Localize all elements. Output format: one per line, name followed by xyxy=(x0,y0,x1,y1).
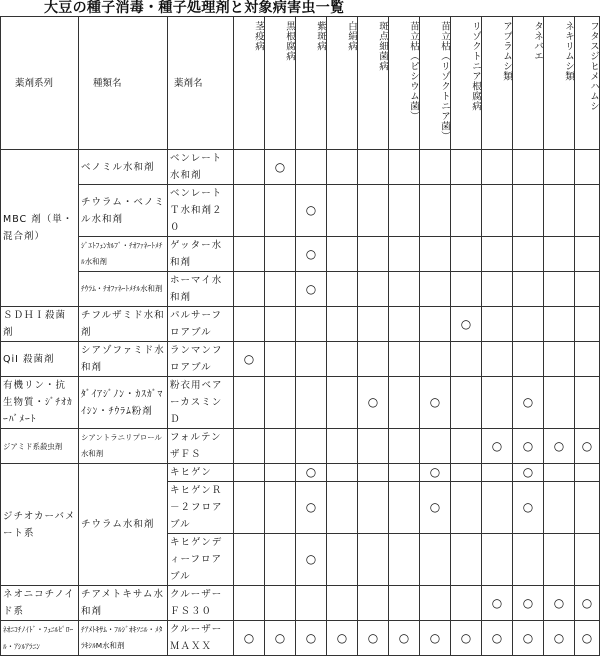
empty-cell xyxy=(327,185,358,237)
type-cell: ﾀﾞｲｱｼﾞﾉﾝ・ｶｽｶﾞﾏｲｼﾝ・ﾁｳﾗﾑ粉剤 xyxy=(79,377,168,429)
empty-cell xyxy=(234,377,265,429)
empty-cell xyxy=(389,272,420,307)
empty-cell xyxy=(234,307,265,342)
table-row xyxy=(1,307,600,342)
empty-cell xyxy=(234,534,265,586)
empty-cell xyxy=(513,534,544,586)
empty-cell xyxy=(265,464,296,482)
empty-cell xyxy=(420,429,451,464)
empty-cell xyxy=(544,185,575,237)
table-row xyxy=(1,621,600,656)
series-cell: ジチオカーバメート系 xyxy=(1,464,79,586)
empty-cell xyxy=(389,185,420,237)
empty-cell xyxy=(327,464,358,482)
empty-cell xyxy=(575,272,600,307)
pesticide-table xyxy=(0,16,600,656)
target-mark: ○ xyxy=(296,482,327,534)
empty-cell xyxy=(358,342,389,377)
empty-cell xyxy=(420,185,451,237)
target-mark: ○ xyxy=(482,621,513,656)
empty-cell xyxy=(234,272,265,307)
empty-cell xyxy=(358,482,389,534)
product-cell: キヒゲンＲ－２フロアブル xyxy=(168,482,234,534)
empty-cell xyxy=(358,272,389,307)
series-cell: MBC 剤（単・混合剤） xyxy=(1,150,79,307)
target-mark: ○ xyxy=(234,621,265,656)
empty-cell xyxy=(296,150,327,185)
empty-cell xyxy=(513,150,544,185)
empty-cell xyxy=(358,586,389,621)
empty-cell xyxy=(420,586,451,621)
empty-cell xyxy=(358,185,389,237)
empty-cell xyxy=(265,534,296,586)
header-product: 薬剤名 xyxy=(168,17,234,150)
target-mark: ○ xyxy=(327,621,358,656)
type-cell: ﾁｱﾒﾄｷｻﾑ・ﾌﾙｼﾞｵｷｿﾆﾙ・ﾒﾀﾗｷｼﾙM水和剤 xyxy=(79,621,168,656)
empty-cell xyxy=(482,185,513,237)
empty-cell xyxy=(451,185,482,237)
target-mark: ○ xyxy=(234,342,265,377)
empty-cell xyxy=(389,429,420,464)
target-mark: ○ xyxy=(513,482,544,534)
empty-cell xyxy=(420,237,451,272)
table-row xyxy=(1,464,600,482)
empty-cell xyxy=(544,307,575,342)
empty-cell xyxy=(389,464,420,482)
header-disease: タネバエ xyxy=(513,17,544,150)
product-cell: キヒゲン xyxy=(168,464,234,482)
type-cell: チウラム・ベノミル水和剤 xyxy=(79,185,168,237)
empty-cell xyxy=(327,429,358,464)
empty-cell xyxy=(327,482,358,534)
target-mark: ○ xyxy=(513,586,544,621)
target-mark: ○ xyxy=(575,586,600,621)
target-mark: ○ xyxy=(265,150,296,185)
empty-cell xyxy=(482,307,513,342)
empty-cell xyxy=(482,342,513,377)
empty-cell xyxy=(420,272,451,307)
series-cell: ネオニコチノイド系 xyxy=(1,586,79,621)
target-mark: ○ xyxy=(296,464,327,482)
series-cell: QiI 殺菌剤 xyxy=(1,342,79,377)
target-mark: ○ xyxy=(358,377,389,429)
target-mark: ○ xyxy=(296,534,327,586)
product-cell: ランマンフロアブル xyxy=(168,342,234,377)
target-mark: ○ xyxy=(575,429,600,464)
empty-cell xyxy=(296,377,327,429)
table-row xyxy=(1,185,600,237)
empty-cell xyxy=(575,237,600,272)
type-cell: チウラム水和剤 xyxy=(79,464,168,586)
empty-cell xyxy=(265,307,296,342)
empty-cell xyxy=(482,237,513,272)
target-mark: ○ xyxy=(513,464,544,482)
product-cell: キヒゲンディーフロアブル xyxy=(168,534,234,586)
empty-cell xyxy=(265,272,296,307)
empty-cell xyxy=(265,482,296,534)
empty-cell xyxy=(296,307,327,342)
empty-cell xyxy=(389,342,420,377)
empty-cell xyxy=(234,482,265,534)
table-row xyxy=(1,150,600,185)
series-cell: ＳＤＨＩ殺菌剤 xyxy=(1,307,79,342)
table-row xyxy=(1,237,600,272)
product-cell: ホーマイ水和剤 xyxy=(168,272,234,307)
header-disease: 苗立枯（リゾクトニア菌） xyxy=(420,17,451,150)
type-cell: チフルザミド水和剤 xyxy=(79,307,168,342)
empty-cell xyxy=(420,342,451,377)
empty-cell xyxy=(327,237,358,272)
empty-cell xyxy=(575,464,600,482)
target-mark: ○ xyxy=(513,377,544,429)
empty-cell xyxy=(451,150,482,185)
empty-cell xyxy=(234,429,265,464)
empty-cell xyxy=(544,150,575,185)
empty-cell xyxy=(575,150,600,185)
target-mark: ○ xyxy=(544,621,575,656)
empty-cell xyxy=(420,307,451,342)
empty-cell xyxy=(389,534,420,586)
product-cell: 粉衣用ベアーカスミンＤ xyxy=(168,377,234,429)
empty-cell xyxy=(482,150,513,185)
empty-cell xyxy=(420,534,451,586)
empty-cell xyxy=(234,185,265,237)
product-cell: クルーザーＭＡＸＸ xyxy=(168,621,234,656)
empty-cell xyxy=(296,429,327,464)
target-mark: ○ xyxy=(296,237,327,272)
empty-cell xyxy=(482,464,513,482)
target-mark: ○ xyxy=(296,621,327,656)
product-cell: フォルテンザＦＳ xyxy=(168,429,234,464)
empty-cell xyxy=(327,377,358,429)
empty-cell xyxy=(451,534,482,586)
target-mark: ○ xyxy=(265,621,296,656)
empty-cell xyxy=(544,272,575,307)
empty-cell xyxy=(327,272,358,307)
empty-cell xyxy=(358,464,389,482)
empty-cell xyxy=(482,377,513,429)
empty-cell xyxy=(575,377,600,429)
target-mark: ○ xyxy=(482,586,513,621)
empty-cell xyxy=(265,377,296,429)
empty-cell xyxy=(389,237,420,272)
empty-cell xyxy=(575,185,600,237)
empty-cell xyxy=(389,377,420,429)
table-row xyxy=(1,586,600,621)
empty-cell xyxy=(451,272,482,307)
series-cell: 有機リン・抗生物質・ｼﾞﾁｵｶｰﾊﾞﾒｰﾄ xyxy=(1,377,79,429)
target-mark: ○ xyxy=(358,621,389,656)
target-mark: ○ xyxy=(420,464,451,482)
empty-cell xyxy=(513,185,544,237)
empty-cell xyxy=(544,464,575,482)
header-row xyxy=(1,17,600,150)
target-mark: ○ xyxy=(482,429,513,464)
product-cell: クルーザーＦＳ３０ xyxy=(168,586,234,621)
type-cell: シアゾファミド水和剤 xyxy=(79,342,168,377)
empty-cell xyxy=(513,237,544,272)
header-disease: 茎疫病 xyxy=(234,17,265,150)
empty-cell xyxy=(451,429,482,464)
table-row xyxy=(1,377,600,429)
header-disease: アブラムシ類 xyxy=(482,17,513,150)
empty-cell xyxy=(451,342,482,377)
empty-cell xyxy=(358,534,389,586)
empty-cell xyxy=(575,534,600,586)
empty-cell xyxy=(451,377,482,429)
series-cell: ﾈｵﾆｺﾁﾉｲﾄﾞ・ﾌｪﾆﾙﾋﾟﾛｰﾙ・ｱｼﾙｱﾗﾆﾝ xyxy=(1,621,79,656)
empty-cell xyxy=(234,586,265,621)
type-cell: シアントラニリプロール水和剤 xyxy=(79,429,168,464)
empty-cell xyxy=(482,272,513,307)
empty-cell xyxy=(327,150,358,185)
header-disease: 黒根腐病 xyxy=(265,17,296,150)
empty-cell xyxy=(234,237,265,272)
empty-cell xyxy=(389,150,420,185)
empty-cell xyxy=(265,185,296,237)
target-mark: ○ xyxy=(296,272,327,307)
empty-cell xyxy=(451,586,482,621)
empty-cell xyxy=(513,342,544,377)
type-cell: ﾁｳﾗﾑ・ﾁｵﾌｧﾈｰﾄﾒﾁﾙ水和剤 xyxy=(79,272,168,307)
header-type: 種類名 xyxy=(79,17,168,150)
table-row xyxy=(1,272,600,307)
empty-cell xyxy=(389,586,420,621)
header-disease: 苗立枯（ピシウム菌） xyxy=(389,17,420,150)
empty-cell xyxy=(389,482,420,534)
target-mark: ○ xyxy=(296,185,327,237)
series-cell: ジアミド系殺虫剤 xyxy=(1,429,79,464)
product-cell: パルサーフロアブル xyxy=(168,307,234,342)
product-cell: ゲッター水和剤 xyxy=(168,237,234,272)
empty-cell xyxy=(389,307,420,342)
empty-cell xyxy=(420,150,451,185)
target-mark: ○ xyxy=(544,586,575,621)
empty-cell xyxy=(327,586,358,621)
empty-cell xyxy=(265,586,296,621)
header-disease: ネキリムシ類 xyxy=(544,17,575,150)
empty-cell xyxy=(358,237,389,272)
empty-cell xyxy=(575,307,600,342)
empty-cell xyxy=(327,342,358,377)
header-disease: 斑点細菌病 xyxy=(358,17,389,150)
empty-cell xyxy=(544,534,575,586)
header-disease: フタスジヒメハムシ xyxy=(575,17,600,150)
empty-cell xyxy=(296,342,327,377)
empty-cell xyxy=(513,307,544,342)
table-body xyxy=(1,150,600,656)
empty-cell xyxy=(544,237,575,272)
target-mark: ○ xyxy=(513,621,544,656)
target-mark: ○ xyxy=(451,621,482,656)
header-disease: リゾクトニア根腐病 xyxy=(451,17,482,150)
header-disease: 白絹病 xyxy=(327,17,358,150)
target-mark: ○ xyxy=(513,429,544,464)
header-series: 薬剤系列 xyxy=(1,17,79,150)
empty-cell xyxy=(265,429,296,464)
empty-cell xyxy=(296,586,327,621)
table-row xyxy=(1,342,600,377)
empty-cell xyxy=(544,342,575,377)
empty-cell xyxy=(265,237,296,272)
type-cell: チアメトキサム水和剤 xyxy=(79,586,168,621)
empty-cell xyxy=(544,482,575,534)
target-mark: ○ xyxy=(420,621,451,656)
target-mark: ○ xyxy=(389,621,420,656)
empty-cell xyxy=(451,237,482,272)
empty-cell xyxy=(544,377,575,429)
empty-cell xyxy=(451,482,482,534)
empty-cell xyxy=(482,534,513,586)
target-mark: ○ xyxy=(451,307,482,342)
target-mark: ○ xyxy=(544,429,575,464)
table-row xyxy=(1,429,600,464)
empty-cell xyxy=(327,307,358,342)
header-disease: 紫斑病 xyxy=(296,17,327,150)
empty-cell xyxy=(451,464,482,482)
target-mark: ○ xyxy=(420,482,451,534)
empty-cell xyxy=(234,150,265,185)
type-cell: ベノミル水和剤 xyxy=(79,150,168,185)
empty-cell xyxy=(575,342,600,377)
empty-cell xyxy=(327,534,358,586)
target-mark: ○ xyxy=(420,377,451,429)
product-cell: ベンレートＴ水和剤２０ xyxy=(168,185,234,237)
target-mark: ○ xyxy=(575,621,600,656)
product-cell: ベンレート水和剤 xyxy=(168,150,234,185)
empty-cell xyxy=(482,482,513,534)
empty-cell xyxy=(358,150,389,185)
empty-cell xyxy=(358,429,389,464)
empty-cell xyxy=(513,272,544,307)
empty-cell xyxy=(575,482,600,534)
type-cell: ｼﾞｴﾄﾌｪﾝｶﾙﾌﾞ・ﾁｵﾌｧﾈｰﾄﾒﾁﾙ水和剤 xyxy=(79,237,168,272)
empty-cell xyxy=(234,464,265,482)
page-title: 大豆の種子消毒・種子処理剤と対象病害虫一覧 xyxy=(44,0,345,16)
empty-cell xyxy=(265,342,296,377)
empty-cell xyxy=(358,307,389,342)
